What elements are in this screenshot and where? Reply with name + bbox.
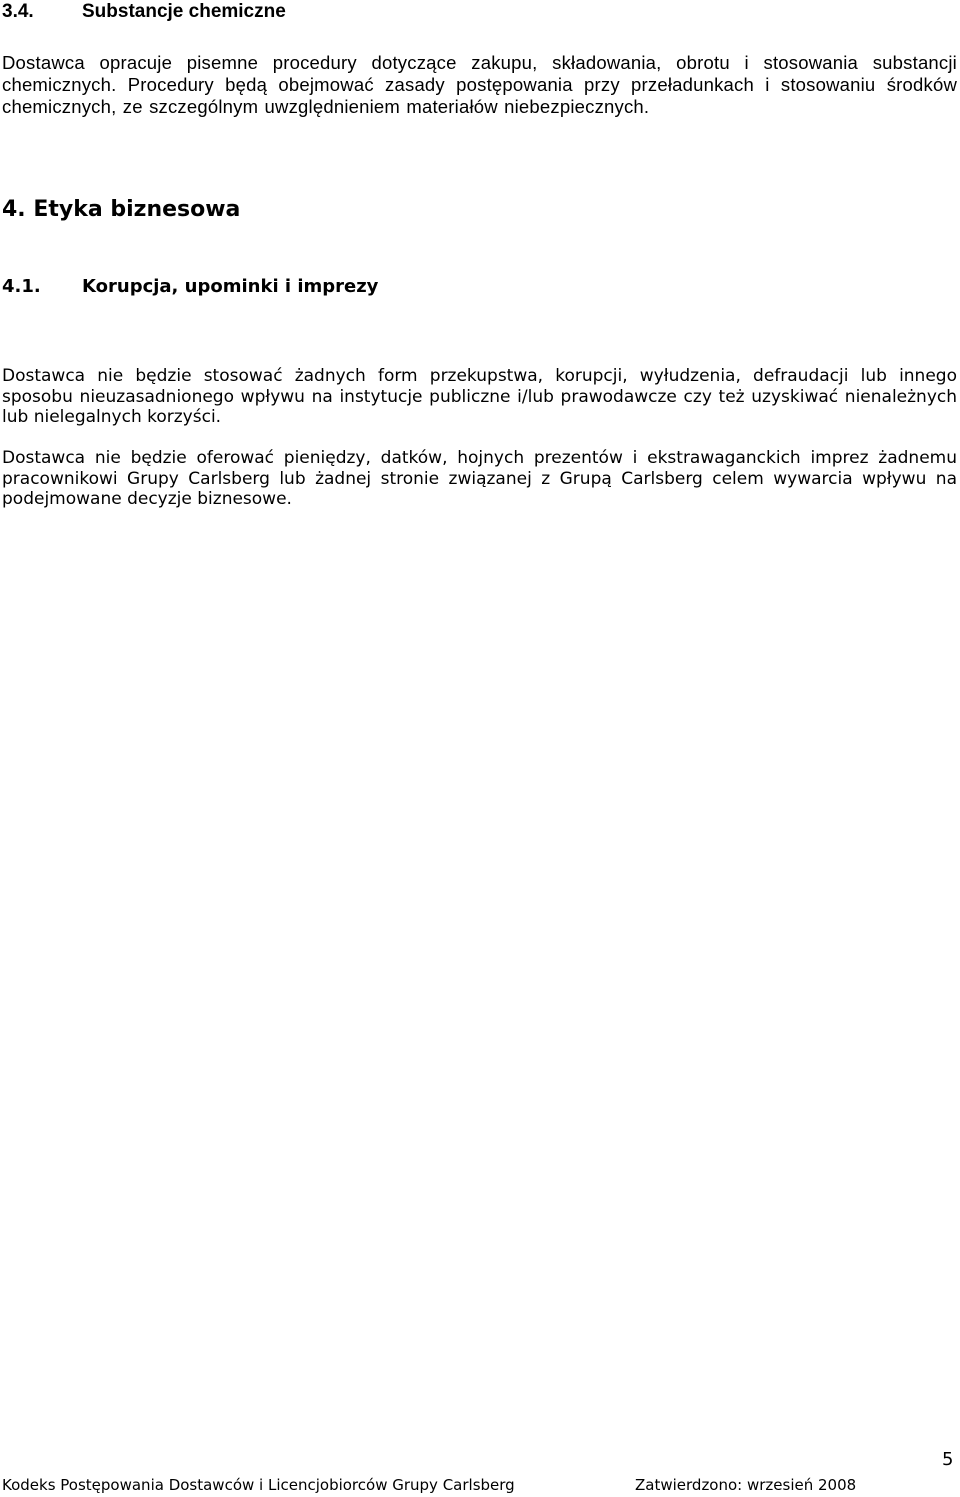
section-3-4-number: 3.4.	[2, 1, 34, 22]
section-3-4-heading	[2, 0, 286, 24]
section-4-1-heading	[2, 275, 378, 299]
footer-approval-date: Zatwierdzono: wrzesień 2008	[635, 1476, 857, 1494]
section-4-1-paragraph-2: Dostawca nie będzie oferować pieniędzy, datków, hojnych prezentów i ekstrawaganckich imprez żadnemu pracownikowi Grupy Carlsberg lub żadnej stronie związanej z Grupą Carlsberg celem wywarcia wpływu na podejmowane decyzje biznesowe.	[2, 448, 957, 509]
section-4-1-title: Korupcja, upominki i imprezy	[82, 276, 379, 297]
section-4-1-number: 4.1.	[2, 276, 41, 297]
section-3-4-paragraph: Dostawca opracuje pisemne procedury dotyczące zakupu, składowania, obrotu i stosowania substancji chemicznych. Procedury będą obejmować zasady postępowania przy przeładunkach i stosowaniu środków chemicznych, ze szczególnym uwzględnieniem materiałów niebezpiecznych.	[2, 52, 957, 117]
section-4-1-paragraph-1: Dostawca nie będzie stosować żadnych form przekupstwa, korupcji, wyłudzenia, defraudacji lub innego sposobu nieuzasadnionego wpływu na instytucje publiczne i/lub prawodawcze czy też uzyskiwać nienależnych lub nielegalnych korzyści.	[2, 366, 957, 427]
section-3-4-title: Substancje chemiczne	[82, 1, 286, 22]
page-number: 5	[942, 1449, 954, 1470]
footer-document-title: Kodeks Postępowania Dostawców i Licencjobiorców Grupy Carlsberg	[2, 1476, 515, 1494]
section-4-heading: 4. Etyka biznesowa	[2, 197, 241, 222]
